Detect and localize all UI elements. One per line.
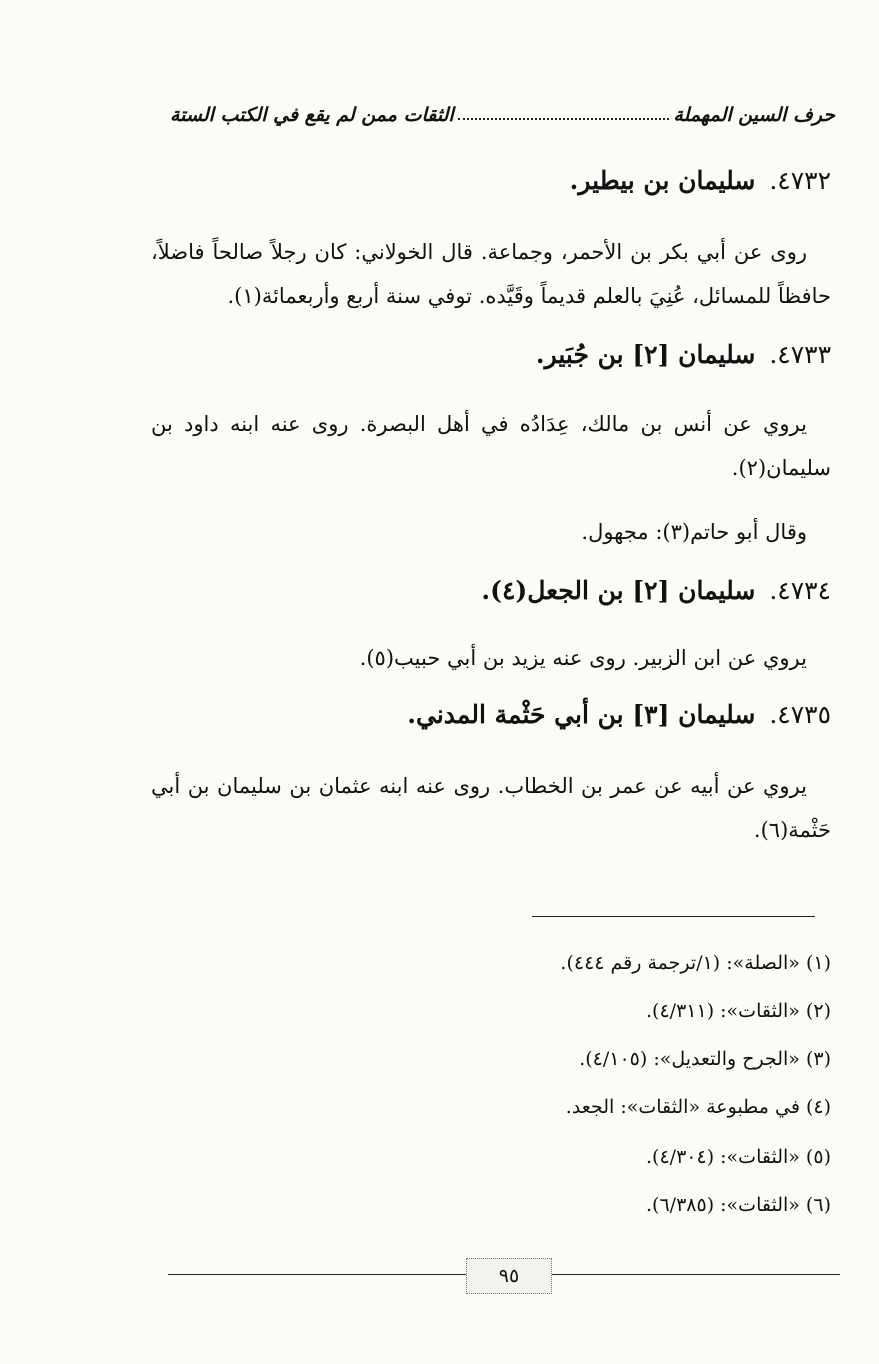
- entry-number: ٤٧٣٣.: [769, 340, 831, 369]
- footnote: (١) «الصلة»: (١/ترجمة رقم ٤٤٤).: [560, 952, 831, 974]
- footnote: (٥) «الثقات»: (٤/٣٠٤).: [646, 1146, 831, 1168]
- entry-name: سليمان [٢] بن الجعل(٤).: [481, 576, 756, 605]
- paragraph-text: يروي عن ابن الزبير. روى عنه يزيد بن أبي حبيب(٥).: [359, 646, 807, 670]
- running-header: [170, 104, 835, 126]
- header-chapter: حرف السين المهملة: [673, 104, 835, 126]
- entry-name: سليمان بن بيطير.: [569, 166, 756, 195]
- entry-name: سليمان [٣] بن أبي حَثْمة المدني.: [407, 700, 756, 729]
- entry-title: [481, 576, 831, 605]
- entry-title: [407, 700, 831, 729]
- entry-paragraph: [151, 764, 831, 852]
- footnote: (٢) «الثقات»: (٤/٣١١).: [646, 1000, 831, 1022]
- bottom-rule-right: [550, 1274, 840, 1275]
- entry-name: سليمان [٢] بن جُبَير.: [535, 340, 756, 369]
- footnote: (٤) في مطبوعة «الثقات»: الجعد.: [565, 1096, 831, 1118]
- entry-paragraph: [151, 402, 831, 490]
- entry-title: [536, 340, 831, 369]
- paragraph-text: روى عن أبي بكر بن الأحمر، وجماعة. قال الخولاني: كان رجلاً صالحاً فاضلاً، حافظاً للمسائل، عُنِيَ بالعلم قديماً وقَيَّده. توفي سنة أربع وأربعمائة(١).: [151, 240, 831, 308]
- entry-title: [570, 166, 831, 195]
- footnote: (٣) «الجرح والتعديل»: (٤/١٠٥).: [579, 1048, 831, 1070]
- paragraph-text: يروي عن أنس بن مالك، عِدَادُه في أهل البصرة. روى عنه ابنه داود بن سليمان(٢).: [151, 412, 831, 480]
- entry-paragraph: [151, 230, 831, 318]
- entry-number: ٤٧٣٢.: [769, 166, 831, 195]
- header-dots: [458, 104, 670, 120]
- entry-number: ٤٧٣٤.: [769, 576, 831, 605]
- footnote: (٦) «الثقات»: (٦/٣٨٥).: [646, 1194, 831, 1216]
- header-book-title: الثقات ممن لم يقع في الكتب الستة: [170, 104, 454, 126]
- paragraph-text: يروي عن أبيه عن عمر بن الخطاب. روى عنه ابنه عثمان بن سليمان بن أبي حَثْمة(٦).: [151, 774, 831, 842]
- entry-paragraph: [151, 636, 831, 680]
- entry-number: ٤٧٣٥.: [769, 700, 831, 729]
- paragraph-text: وقال أبو حاتم(٣): مجهول.: [581, 520, 807, 544]
- footnote-divider: [532, 916, 815, 917]
- bottom-rule-left: [168, 1274, 466, 1275]
- entry-paragraph: [151, 510, 831, 554]
- page-number: ٩٥: [466, 1258, 552, 1294]
